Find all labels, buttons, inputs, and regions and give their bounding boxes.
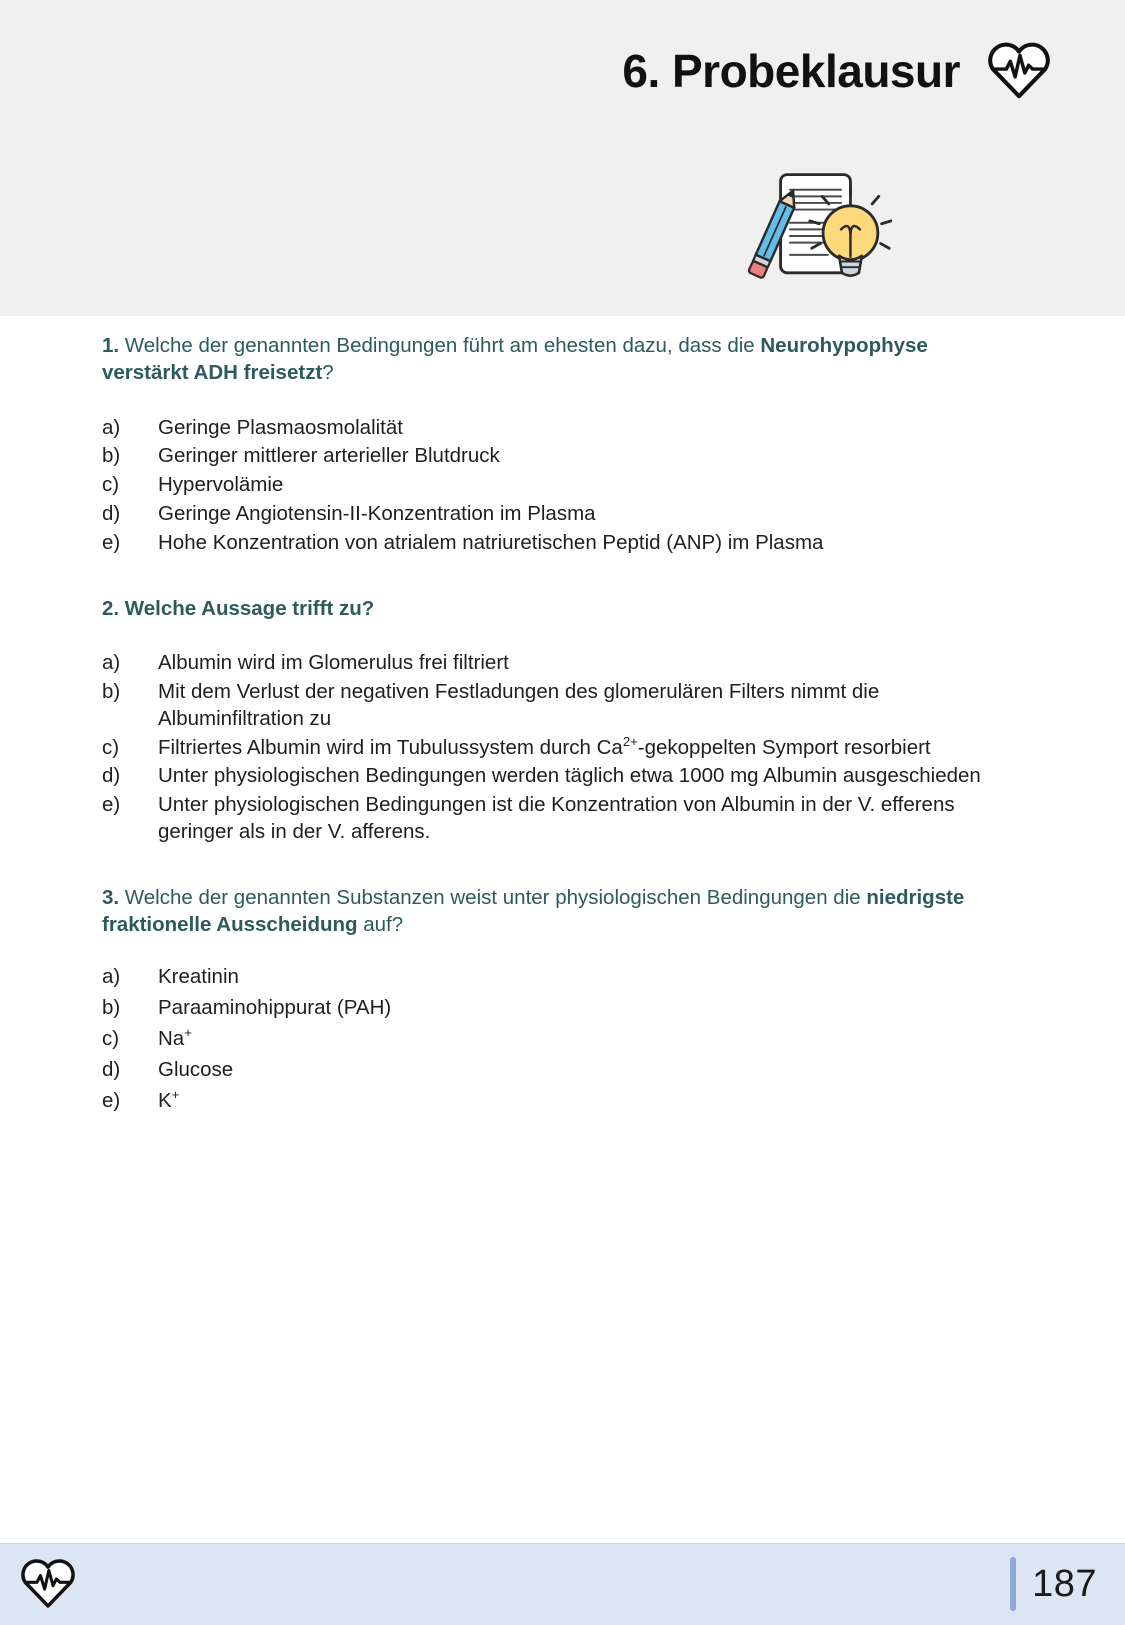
list-item	[102, 763, 1015, 790]
option-letter: a)	[102, 650, 121, 674]
question-3-number: 3.	[102, 885, 120, 909]
option-letter: a)	[102, 415, 121, 439]
option-letter: a)	[102, 965, 121, 989]
list-item	[102, 650, 1015, 677]
option-letter: e)	[102, 530, 121, 554]
question-block-2	[0, 559, 1125, 846]
question-2-options	[102, 650, 1015, 846]
list-item	[102, 443, 1015, 470]
option-text: Mit dem Verlust der negativen Festladungen des glomerulären Filters nimmt die Albuminfiltration zu	[158, 679, 880, 730]
page-number: 187	[1032, 1562, 1097, 1605]
question-1-options	[102, 415, 1015, 557]
option-letter: c)	[102, 1027, 120, 1051]
list-item	[102, 735, 1015, 762]
option-letter: e)	[102, 1088, 121, 1112]
header-title-row	[622, 40, 1050, 102]
option-text: Unter physiologischen Bedingungen ist die Konzentration von Albumin in der V. efferens geringer als in der V. afferens.	[158, 793, 955, 844]
list-item	[102, 1057, 1015, 1084]
list-item	[102, 501, 1015, 528]
superscript: +	[171, 1086, 180, 1102]
option-text: Kreatinin	[158, 965, 239, 989]
question-1-bold: Neurohypophyse verstärkt ADH freisetzt	[102, 334, 928, 385]
option-text-pre: Filtriertes Albumin wird im Tubulussystem durch Ca	[158, 735, 623, 759]
header-band	[0, 0, 1125, 316]
page-number-group	[1010, 1556, 1097, 1612]
option-text: Unter physiologischen Bedingungen werden täglich etwa 1000 mg Albumin ausgeschieden	[158, 764, 981, 788]
question-1-regular-2: ?	[322, 361, 334, 385]
exam-content	[0, 316, 1125, 1119]
page-number-divider	[1010, 1557, 1016, 1611]
option-text-pre: Na	[158, 1027, 185, 1051]
question-1-regular-1: Welche der genannten Bedingungen führt am ehesten dazu, dass die	[119, 334, 761, 357]
list-item	[102, 964, 1015, 991]
option-letter: b)	[102, 996, 121, 1020]
question-2-bold: Welche Aussage trifft zu?	[119, 596, 375, 620]
list-item	[102, 1026, 1015, 1053]
question-3-regular-1: Welche der genannten Substanzen weist unter physiologischen Bedingungen die	[119, 885, 867, 909]
option-text: Geringe Plasmaosmolalität	[158, 415, 403, 439]
heartbeat-icon	[988, 40, 1050, 102]
question-3-options	[102, 964, 1015, 1114]
option-letter: d)	[102, 502, 121, 526]
option-text-pre: K	[158, 1088, 172, 1112]
question-2-text	[102, 595, 1015, 622]
question-block-3	[0, 848, 1125, 1115]
option-text	[158, 735, 1015, 762]
option-text-post: -gekoppelten Symport resorbiert	[637, 735, 931, 759]
list-item	[102, 792, 1015, 846]
option-text: Geringer mittlerer arterieller Blutdruck	[158, 444, 500, 468]
option-text: Paraaminohippurat (PAH)	[158, 996, 392, 1020]
question-1-text	[102, 332, 1015, 387]
option-text: Hypervolämie	[158, 473, 284, 497]
option-text	[158, 1026, 1015, 1053]
question-block-1	[0, 316, 1125, 557]
option-text: Glucose	[158, 1057, 234, 1081]
document-pencil-lightbulb-illustration	[722, 165, 892, 290]
heartbeat-icon	[20, 1557, 76, 1611]
list-item	[102, 415, 1015, 442]
question-3-bold: niedrigste fraktionelle Ausscheidung	[102, 885, 965, 937]
superscript: 2+	[622, 733, 638, 749]
list-item	[102, 530, 1015, 557]
page-footer	[0, 1544, 1125, 1625]
option-text: Albumin wird im Glomerulus frei filtriert	[158, 650, 509, 674]
option-letter: d)	[102, 1057, 121, 1081]
option-text: Geringe Angiotensin-II-Konzentration im Plasma	[158, 502, 596, 526]
question-2-number: 2.	[102, 596, 120, 620]
list-item	[102, 679, 1015, 733]
option-letter: b)	[102, 444, 121, 468]
option-letter: c)	[102, 473, 120, 497]
question-3-text	[102, 884, 1015, 939]
question-3-regular-2: auf?	[357, 913, 404, 937]
list-item	[102, 472, 1015, 499]
option-text: Hohe Konzentration von atrialem natriuretischen Peptid (ANP) im Plasma	[158, 530, 824, 554]
option-letter: c)	[102, 735, 120, 759]
option-letter: d)	[102, 764, 121, 788]
list-item	[102, 1088, 1015, 1115]
superscript: +	[184, 1025, 192, 1041]
option-text	[158, 1088, 1015, 1115]
list-item	[102, 995, 1015, 1022]
page-title: 6. Probeklausur	[622, 45, 960, 97]
question-1-number: 1.	[102, 334, 120, 357]
option-letter: b)	[102, 679, 121, 703]
option-letter: e)	[102, 793, 121, 817]
